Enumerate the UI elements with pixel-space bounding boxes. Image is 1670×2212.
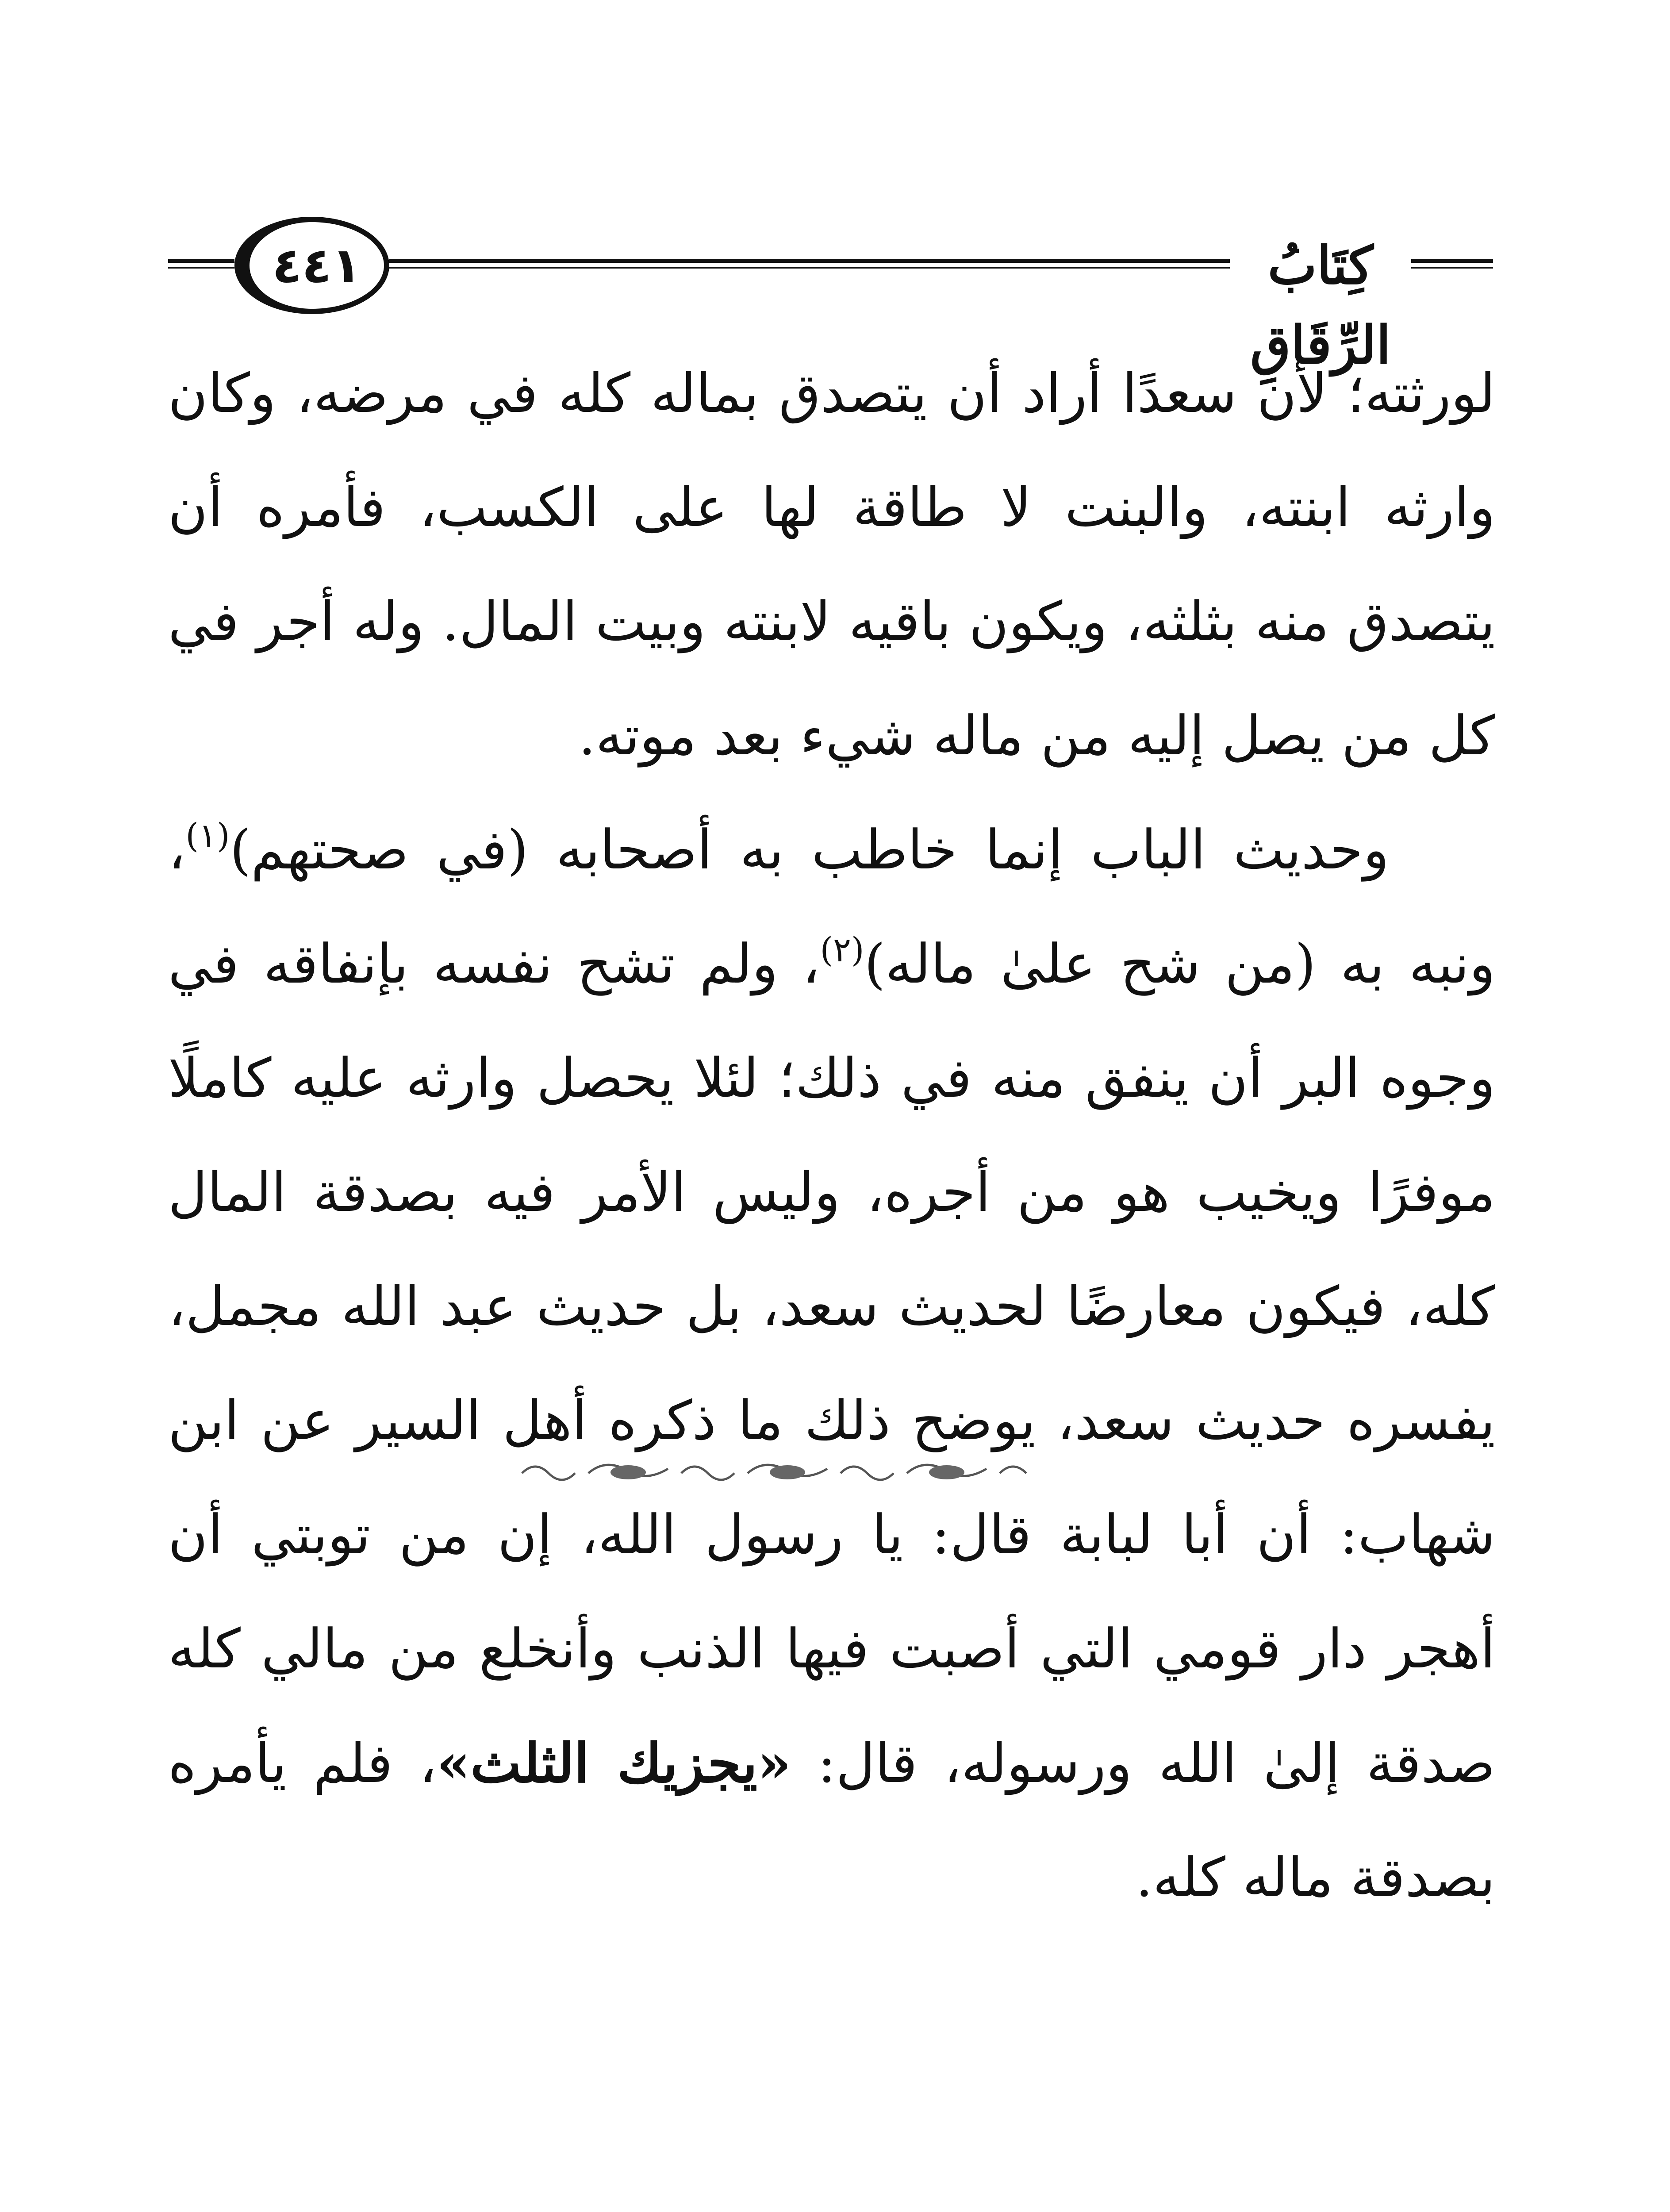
header-rule-left [168,259,234,269]
page-header [168,217,1493,376]
footnote-ref-1: (١) [185,816,230,855]
page-number: ٤٤١ [272,237,361,294]
footnote-ref-2: (٢) [820,930,864,969]
paragraph-2-part-1: وحديث الباب إنما خاطب به أصحابه (في صحتهم) [230,818,1389,881]
paragraph-2-part-3: ، ولم تشح نفسه بإنفاقه في وجوه البر أن ينفق منه في ذلك؛ لئلا يحصل وارثه عليه كاملًا موفرًا ويخيب هو من أجره، وليس الأمر فيه بصدقة المال كله، فيكون معارضًا لحديث سعد، بل حديث عبد الله مجمل، يفسره حديث سعد، يوضح ذلك ما ذكره أهل السير عن ابن شهاب: أن أبا لبابة قال: يا رسول الله، إن من توبتي أن أهجر دار قومي التي أصبت فيها الذنب وأنخلع من مالي كله صدقة إلىٰ الله ورسوله، قال: [168,933,1495,1795]
header-rule-middle [389,259,1230,269]
paragraph-2 [168,793,1495,1935]
main-text [168,336,1495,1935]
page-number-badge [234,217,389,314]
hadith-quote: «يجزيك الثلث» [437,1731,791,1795]
paragraph-2-part-4: ، فلم يأمره بصدقة ماله كله. [168,1732,1495,1909]
paragraph-1: لورثته؛ لأن سعدًا أراد أن يتصدق بماله كله في مرضه، وكان وارثه ابنته، والبنت لا طاقة لها على الكسب، فأمره أن يتصدق منه بثلثه، ويكون باقيه لابنته وبيت المال. وله أجر في كل من يصل إليه من ماله شيء بعد موته. [168,362,1495,767]
running-title: كِتَابُ الرِّقَاقِ [1250,234,1391,376]
header-rule-right [1411,259,1493,269]
section-end-ornament [513,1455,1044,1491]
paragraph-2-part-2: ، ونبه به (من شح علىٰ ماله) [168,818,1496,995]
